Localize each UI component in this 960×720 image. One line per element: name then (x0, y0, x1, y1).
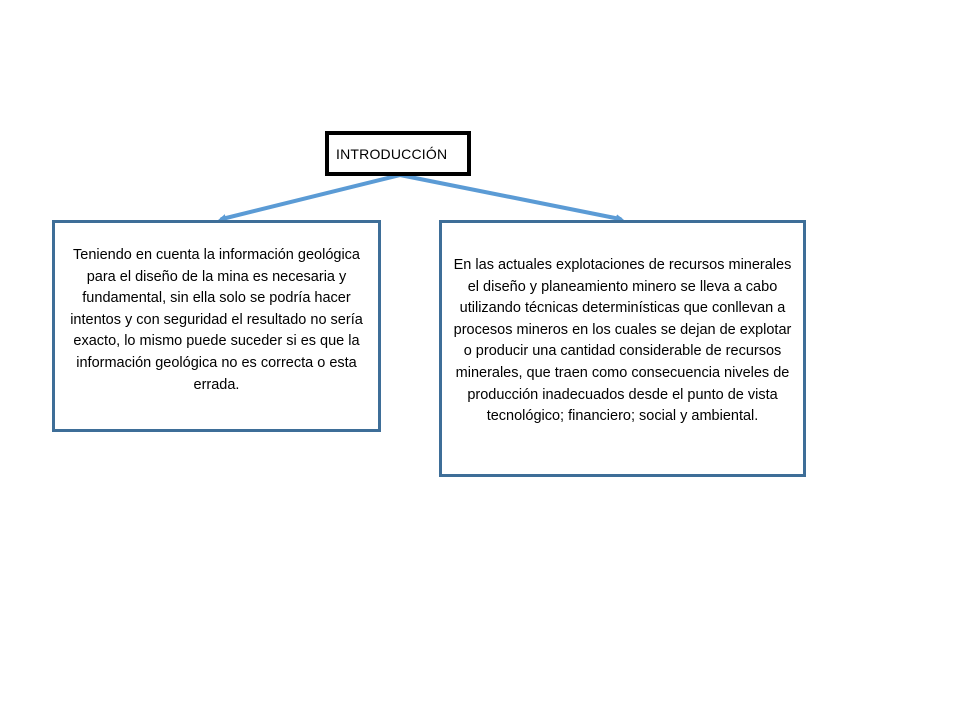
left-text-box (52, 220, 381, 432)
title-box (325, 131, 471, 176)
right-box-text: En las actuales explotaciones de recursos minerales el diseño y planeamiento minero se lleva a cabo utilizando técnicas determinísticas que conllevan a procesos mineros en los cuales se dejan de explotar o producir una cantidad considerable de recursos minerales, que traen como consecuencia niveles de producción inadecuados desde el punto de vista tecnológico; financiero; social y ambiental. (453, 257, 792, 425)
arrow-to-left-box (222, 175, 400, 219)
arrow-to-right-box (400, 175, 620, 219)
title-text: INTRODUCCIÓN (336, 145, 448, 162)
right-text-box (439, 220, 806, 477)
left-box-text: Teniendo en cuenta la información geológica para el diseño de la mina es necesaria y fundamental, sin ella solo se podría hacer intentos y con seguridad el resultado no sería exacto, lo mismo puede suceder si es que la información geológica no es correcta o esta errada. (70, 247, 363, 393)
